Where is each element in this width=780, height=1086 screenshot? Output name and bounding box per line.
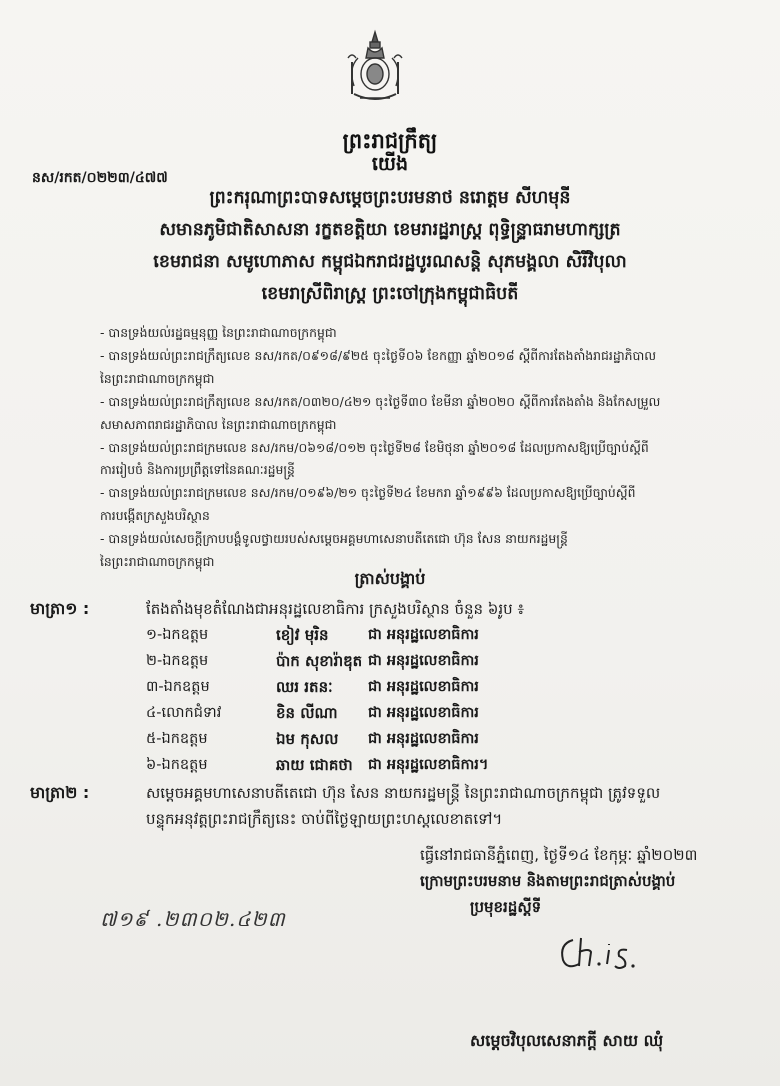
appointment-number: ៣-ឯកឧត្តម (146, 679, 210, 695)
appointment-number: ២-ឯកឧត្តម (146, 653, 209, 669)
appointee-name: ឈរ រតនៈ (276, 678, 333, 696)
article2-label: មាត្រា២ : (30, 783, 90, 802)
citation-line: - បានទ្រង់យល់ព្រះរាជក្រឹត្យលេខ នស/រកត/០៩១៨/៩២៥ ចុះថ្ងៃទី០៦ ខែកញ្ញា ឆ្នាំ២០១៨ ស្តីពីការតែងតាំងរាជរដ្ឋាភិបាល (100, 347, 657, 363)
citation-line: នៃព្រះរាជាណាចក្រកម្ពុជា (100, 554, 215, 570)
appointment-row (146, 678, 706, 704)
appointment-number: ៦-ឯកឧត្តម (146, 757, 208, 773)
appointee-name: ប៉ាក សុខារ៉ាឌុត (276, 652, 363, 670)
handwritten-reference: ៧១៩ .២៣០២.៤២៣ (100, 907, 286, 931)
preamble-line: ខេមរាជនា សមូហោភាស កម្ពុជឯករាជរដ្ឋបូរណសន្តិ សុភមង្គលា សិរីវិបុលា (153, 252, 627, 272)
appointment-row (146, 756, 706, 782)
citation-line: - បានទ្រង់យល់ព្រះរាជក្រមលេខ នស/រកម/០១៩៦/២១ ចុះថ្ងៃទី២៤ ខែមករា ឆ្នាំ១៩៩៦ ដែលប្រកាសឱ្យប្រើច្បាប់ស្តីពី (100, 485, 636, 501)
article2-text-line: សម្តេចអគ្គមហាសេនាបតីតេជោ ហ៊ុន សែន នាយករដ្ឋមន្ត្រី នៃព្រះរាជាណាចក្រកម្ពុជា ត្រូវទទួល (146, 784, 661, 802)
citation-line: - បានទ្រង់យល់ព្រះរាជក្រមលេខ នស/រកម/០៦១៨/០១២ ចុះថ្ងៃទី២៨ ខែមិថុនា ឆ្នាំ២០១៨ ដែលប្រកាសឱ្យប្រើច្បាប់ស្តីពី (100, 439, 649, 455)
decree-title: ព្រះរាជក្រឹត្យ (342, 129, 438, 153)
countersign-title: ប្រមុខរដ្ឋស្តីទី (470, 898, 542, 916)
citation-line: - បានទ្រង់យល់សេចក្តីក្រាបបង្គំទូលថ្វាយរបស់សម្តេចអគ្គមហាសេនាបតីតេជោ ហ៊ុន សែន នាយករដ្ឋមន្ត្រី (100, 531, 568, 547)
royal-authority-line: ក្រោមព្រះបរមនាម និងតាមព្រះរាជត្រាស់បង្គាប់ (420, 872, 676, 890)
signature-icon (555, 930, 655, 975)
appointee-name: ឆាយ ជោគថា (276, 756, 353, 774)
decree-heading: ត្រាស់បង្គាប់ (354, 569, 426, 588)
decree-subtitle: យើង (371, 153, 409, 175)
appointee-position: ជា អនុរដ្ឋលេខាធិការ។ (368, 757, 489, 773)
citation-line: - បានទ្រង់យល់ព្រះរាជក្រឹត្យលេខ នស/រកត/០៣២០/៤២១ ចុះថ្ងៃទី៣០ ខែមីនា ឆ្នាំ២០២០ ស្តីពីការតែងតាំង និងកែសម្រួល (100, 393, 661, 409)
article1-label: មាត្រា១ : (30, 599, 90, 618)
appointment-row (146, 626, 706, 652)
appointment-row (146, 730, 706, 756)
date-line: ធ្វើនៅរាជធានីភ្នំពេញ, ថ្ងៃទី១៤ ខែកុម្ភៈ ឆ្នាំ២០២៣ (420, 846, 698, 864)
appointee-position: ជា អនុរដ្ឋលេខាធិការ (368, 705, 479, 721)
citation-line: ការរៀបចំ និងការប្រព្រឹត្តទៅនៃគណៈរដ្ឋមន្ត្រី (100, 462, 295, 478)
countersigner-name: សម្តេចវិបុលសេនាភក្តី សាយ ឈុំ (470, 1031, 664, 1050)
preamble-line: ខេមរាស្រីពិរាស្ត្រ ព្រះចៅក្រុងកម្ពុជាធិបតី (261, 284, 519, 304)
appointee-position: ជា អនុរដ្ឋលេខាធិការ (368, 731, 479, 747)
appointment-row (146, 704, 706, 730)
appointee-position: ជា អនុរដ្ឋលេខាធិការ (368, 653, 479, 669)
citation-line: - បានទ្រង់យល់រដ្ឋធម្មនុញ្ញ នៃព្រះរាជាណាចក្រកម្ពុជា (100, 325, 337, 340)
reference-number: នស/រកត/០២២៣/៤៧៧ (32, 170, 168, 186)
appointment-number: ១-ឯកឧត្តម (146, 627, 209, 643)
appointee-position: ជា អនុរដ្ឋលេខាធិការ (368, 679, 479, 695)
article2-text-line: បន្ទុកអនុវត្តព្រះរាជក្រឹត្យនេះ ចាប់ពីថ្ងៃឡាយព្រះហស្តលេខាតទៅ។ (146, 810, 503, 828)
appointee-name: ខៀវ មុរិន (276, 626, 329, 644)
appointment-number: ៥-ឯកឧត្តម (146, 731, 208, 747)
appointee-position: ជា អនុរដ្ឋលេខាធិការ (368, 627, 479, 643)
citation-line: នៃព្រះរាជាណាចក្រកម្ពុជា (100, 370, 215, 386)
preamble (60, 182, 720, 310)
citations-list (100, 322, 740, 574)
preamble-line: ព្រះករុណាព្រះបាទសម្តេចព្រះបរមនាថ នរោត្តម សីហមុនី (209, 188, 571, 208)
article1-text: តែងតាំងមុខតំណែងជាអនុរដ្ឋលេខាធិការ ក្រសួងបរិស្ថាន ចំនួន ៦រូប ៖ (146, 600, 525, 618)
citation-line: ការបង្កើតក្រសួងបរិស្ថាន (100, 508, 210, 524)
royal-crest-icon (340, 28, 410, 108)
appointee-name: ឯម កុសល (276, 730, 339, 748)
appointment-number: ៤-លោកជំទាវ (146, 705, 222, 721)
appointment-row (146, 652, 706, 678)
appointee-name: ខិន លីណា (276, 704, 338, 722)
citation-line: សមាសភាពរាជរដ្ឋាភិបាល នៃព្រះរាជាណាចក្រកម្ពុជា (100, 416, 337, 432)
preamble-line: សមានភូមិជាតិសាសនា រក្ខតខត្តិយា ខេមរារដ្ឋរាស្ត្រ ពុទ្ធិន្ទ្រាធរាមហាក្សត្រ (159, 220, 621, 240)
